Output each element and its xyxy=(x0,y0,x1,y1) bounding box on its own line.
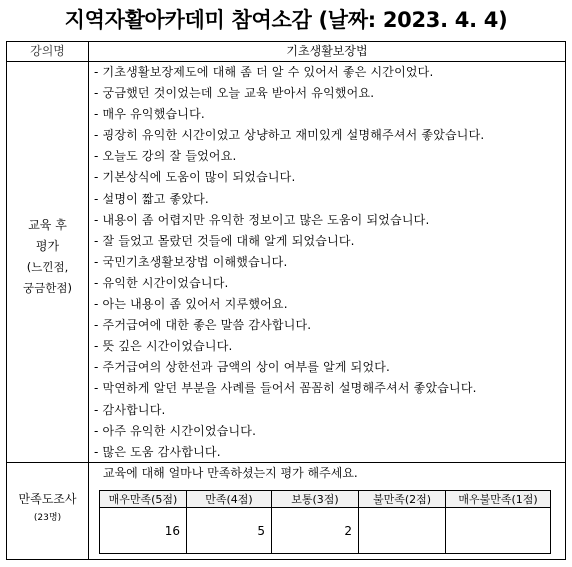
score-table xyxy=(99,490,551,554)
feedback-item: - 매우 유익했습니다. xyxy=(94,107,205,122)
lecture-name-value: 기초생활보장법 xyxy=(286,44,368,58)
feedback-item: - 굉장히 유익한 시간이었고 상냥하고 재미있게 설명해주셔서 좋았습니다. xyxy=(94,128,485,143)
feedback-item: - 아는 내용이 좀 있어서 지루했어요. xyxy=(94,297,288,312)
feedback-item: - 설명이 짧고 좋았다. xyxy=(94,191,209,206)
score-value-4: 5 xyxy=(187,508,272,554)
feedback-label-line1: 교육 후 xyxy=(28,218,67,232)
satisfaction-label: 만족도조사 xyxy=(18,492,77,506)
score-header-row xyxy=(100,491,551,508)
feedback-item: - 감사합니다. xyxy=(94,402,166,417)
table-left-border xyxy=(6,41,7,560)
score-header-1: 매우불만족(1점) xyxy=(446,491,551,508)
feedback-item: - 유익한 시간이었습니다. xyxy=(94,275,229,290)
feedback-label-line4: 궁금한점) xyxy=(23,281,72,295)
respondent-count: (23명) xyxy=(33,513,62,523)
satisfaction-question: 교육에 대해 얼마나 만족하셨는지 평가 해주세요. xyxy=(103,466,358,480)
score-header-3: 보통(3점) xyxy=(272,491,359,508)
feedback-item: - 많은 도움 감사합니다. xyxy=(94,444,221,459)
feedback-item: - 궁금했던 것이었는데 오늘 교육 받아서 유익했어요. xyxy=(94,86,375,101)
score-header-4: 만족(4점) xyxy=(187,491,272,508)
feedback-item: - 주거급여에 대한 좋은 말씀 감사합니다. xyxy=(94,318,312,333)
feedback-label-line3: (느낀점, xyxy=(26,260,69,274)
score-value-1 xyxy=(446,508,551,554)
satisfaction-label-block xyxy=(7,490,88,528)
feedback-item: - 막연하게 알던 부분을 사례를 들어서 꼼꼼히 설명해주셔서 좋았습니다. xyxy=(94,381,477,396)
feedback-item: - 잘 들었고 몰랐던 것들에 대해 알게 되었습니다. xyxy=(94,233,355,248)
feedback-item: - 주거급여의 상한선과 금액의 상이 여부를 알게 되었다. xyxy=(94,360,391,375)
feedback-item: - 뜻 깊은 시간이었습니다. xyxy=(94,339,233,354)
score-table-wrap xyxy=(99,490,551,554)
score-value-3: 2 xyxy=(272,508,359,554)
score-header-2: 불만족(2점) xyxy=(359,491,446,508)
page-title: 지역자활아카데미 참여소감 (날짜: 2023. 4. 4) xyxy=(64,8,508,32)
feedback-item: - 오늘도 강의 잘 들었어요. xyxy=(94,149,237,164)
lecture-name-label: 강의명 xyxy=(30,44,65,58)
feedback-list xyxy=(94,62,564,463)
feedback-label xyxy=(7,215,88,299)
table-right-border xyxy=(565,41,566,560)
feedback-item: - 기초생활보장제도에 대해 좀 더 알 수 있어서 좋은 시간이었다. xyxy=(94,65,434,79)
feedback-label-line2: 평가 xyxy=(35,239,60,253)
score-value-5: 16 xyxy=(100,508,187,554)
table-bottom-border xyxy=(6,559,566,560)
feedback-item: - 아주 유익한 시간이었습니다. xyxy=(94,423,257,438)
score-header-5: 매우만족(5점) xyxy=(100,491,187,508)
score-value-2 xyxy=(359,508,446,554)
score-value-row xyxy=(100,508,551,554)
column-divider xyxy=(88,41,89,560)
feedback-item: - 내용이 좀 어렵지만 유익한 정보이고 많은 도움이 되었습니다. xyxy=(94,212,430,227)
feedback-item: - 국민기초생활보장법 이해했습니다. xyxy=(94,254,288,269)
feedback-item: - 기본상식에 도움이 많이 되었습니다. xyxy=(94,170,296,185)
